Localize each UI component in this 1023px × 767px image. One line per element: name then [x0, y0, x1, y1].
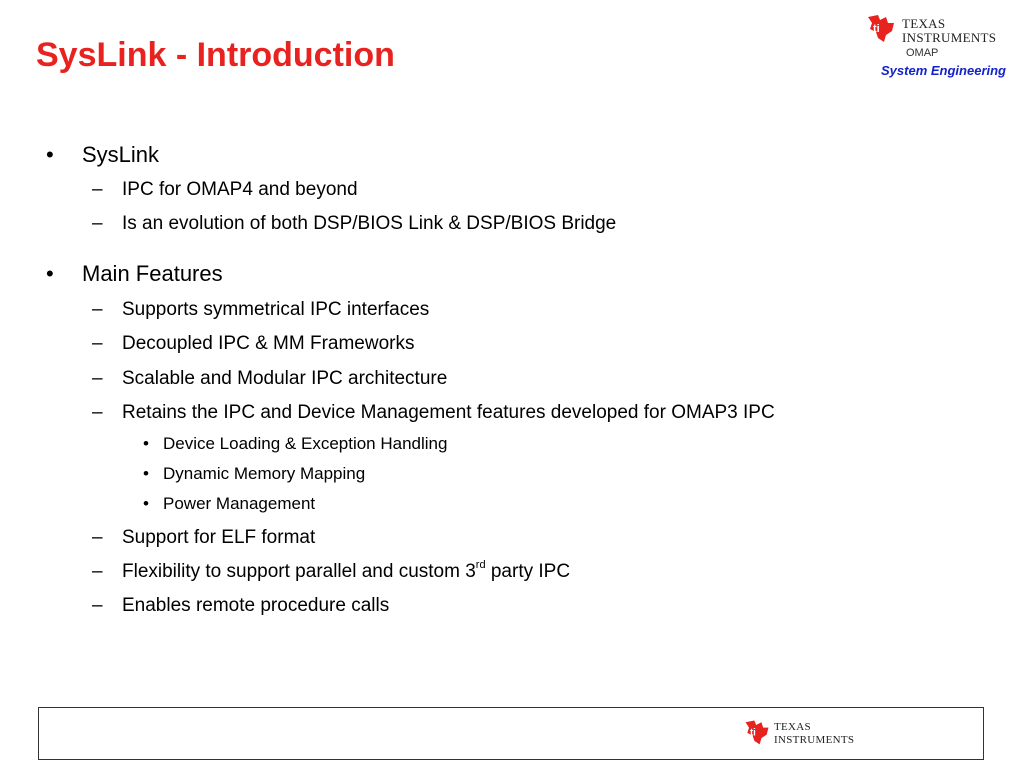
dash-mark: –	[92, 561, 103, 582]
ti-line1: TEXAS	[774, 721, 811, 733]
bullet-l2	[92, 368, 448, 390]
system-engineering-label: System Engineering	[881, 63, 1006, 78]
bullet-mark: •	[143, 494, 149, 513]
dash-mark: –	[92, 213, 103, 234]
bullet-mark: •	[46, 261, 54, 286]
bullet-text-tail: party IPC	[485, 561, 571, 582]
dash-mark: –	[92, 179, 103, 200]
dash-mark: –	[92, 595, 103, 616]
bullet-text: Dynamic Memory Mapping	[163, 464, 366, 483]
slide-title: SysLink - Introduction	[36, 36, 395, 74]
bullet-l3	[143, 494, 316, 514]
omap-label: OMAP	[906, 47, 939, 59]
bullet-text: Support for ELF format	[122, 527, 316, 548]
dash-mark: –	[92, 368, 103, 389]
bullet-mark: •	[143, 434, 149, 453]
ti-line2: INSTRUMENTS	[774, 734, 855, 746]
bullet-mark: •	[143, 464, 149, 483]
bullet-text: Flexibility to support parallel and custom 3	[122, 561, 476, 582]
slide-footer	[38, 707, 984, 760]
ti-header-logo	[864, 11, 1014, 81]
bullet-l2	[92, 299, 430, 321]
bullet-mark: •	[46, 142, 54, 167]
bullet-text: Retains the IPC and Device Management features developed for OMAP3 IPC	[122, 402, 775, 423]
superscript-rd: rd	[475, 559, 486, 571]
ti-line2: INSTRUMENTS	[902, 30, 997, 45]
ti-line1: TEXAS	[902, 16, 946, 31]
bullet-l2	[92, 179, 358, 201]
dash-mark: –	[92, 333, 103, 354]
ti-wordmark	[774, 721, 854, 747]
dash-mark: –	[92, 402, 103, 423]
bullet-l1	[46, 261, 223, 287]
bullet-l2	[92, 595, 390, 617]
bullet-text: Main Features	[82, 261, 223, 286]
bullet-text: Enables remote procedure calls	[122, 595, 390, 616]
svg-text:ti: ti	[749, 727, 756, 739]
bullet-l3	[143, 464, 366, 484]
bullet-text: IPC for OMAP4 and beyond	[122, 179, 358, 200]
bullet-l1	[46, 142, 160, 168]
bullet-text: Power Management	[163, 494, 316, 513]
bullet-l2	[92, 527, 316, 549]
bullet-l3	[143, 434, 448, 454]
dash-mark: –	[92, 299, 103, 320]
bullet-text: Device Loading & Exception Handling	[163, 434, 448, 453]
bullet-text: Scalable and Modular IPC architecture	[122, 368, 448, 389]
ti-footer-logo	[742, 717, 882, 753]
bullet-l2	[92, 213, 617, 235]
bullet-text: Decoupled IPC & MM Frameworks	[122, 333, 415, 354]
bullet-text: Is an evolution of both DSP/BIOS Link & DSP/BIOS Bridge	[122, 213, 617, 234]
svg-text:ti: ti	[873, 23, 880, 35]
ti-state-logo-icon	[864, 11, 898, 45]
ti-wordmark	[902, 17, 996, 45]
bullet-l2	[92, 559, 571, 583]
bullet-text: Supports symmetrical IPC interfaces	[122, 299, 430, 320]
ti-state-logo-icon	[742, 717, 772, 747]
bullet-l2	[92, 333, 415, 355]
bullet-text: SysLink	[82, 142, 160, 167]
dash-mark: –	[92, 527, 103, 548]
bullet-l2	[92, 402, 775, 424]
